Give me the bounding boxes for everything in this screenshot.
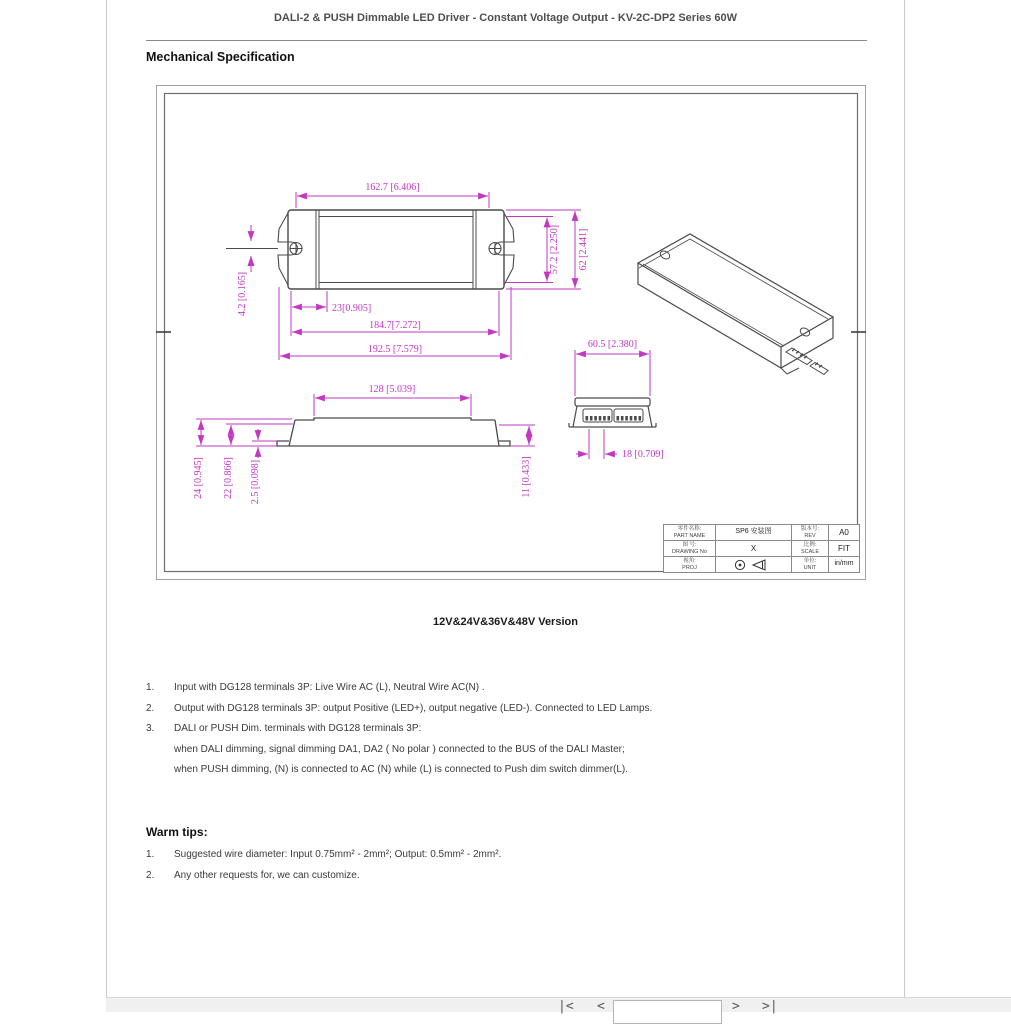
tip-text: Suggested wire diameter: Input 0.75mm² - 2mm²; Output: 0.5mm² - 2mm². — [174, 849, 502, 860]
unit-label-cn: 单位: — [803, 558, 817, 565]
note-text: DALI or PUSH Dim. terminals with DG128 terminals 3P: — [174, 723, 422, 735]
dim-label: 192.5 [7.579] — [367, 344, 423, 355]
version-caption: 12V&24V&36V&48V Version — [433, 616, 578, 628]
scale-value: FIT — [838, 543, 850, 553]
note-text: when DALI dimming, signal dimming DA1, DA2 ( No polar ) connected to the BUS of the DALI Master; — [174, 743, 625, 755]
page-title: DALI-2 & PUSH Dimmable LED Driver - Constant Voltage Output - KV-2C-DP2 Series 60W — [273, 12, 738, 24]
unit-label-en: UNIT — [803, 564, 817, 571]
note-number: 1. — [146, 682, 155, 693]
rev-value: A0 — [839, 527, 849, 537]
previous-page-icon[interactable]: < — [597, 999, 605, 1014]
note-item — [146, 678, 826, 699]
note-number: 3. — [146, 723, 155, 735]
note-item — [146, 699, 826, 720]
note-text: Output with DG128 terminals 3P: output Positive (LED+), output negative (LED-). Connected to LED Lamps. — [174, 702, 653, 714]
drawing-no-label-cell — [663, 540, 715, 556]
unit-label-cell — [791, 556, 828, 572]
unit-value-cell — [828, 556, 859, 572]
rev-label-en: REV — [804, 532, 816, 539]
dim-label: 23[0.905] — [332, 303, 372, 314]
side-view-dimensions — [196, 394, 535, 458]
dim-label: 4.2 [0.165] — [237, 271, 248, 317]
title-block — [663, 524, 860, 573]
warm-tips-heading: Warm tips: — [146, 825, 208, 839]
dim-label: 62 [2.441] — [578, 228, 589, 271]
dim-label: 22 [0.866] — [223, 457, 234, 499]
part-name-label-cell — [663, 524, 715, 540]
drawing-canvas — [156, 85, 866, 580]
projection-symbol-cell — [715, 556, 791, 572]
tip-number: 1. — [146, 849, 155, 860]
front-view — [226, 210, 514, 289]
note-item — [146, 719, 826, 740]
drawing-no-label-en: DRAWING No — [672, 548, 707, 555]
part-name-label-en: PART NAME — [673, 532, 706, 539]
next-page-icon[interactable]: > — [732, 999, 740, 1014]
dim-label: 57.2 [2.250] — [549, 224, 560, 275]
front-view-dimensions — [251, 192, 581, 360]
proj-label-cn: 视角: — [683, 558, 696, 565]
page-number-input[interactable] — [613, 1000, 722, 1024]
drawing-no-label-cn: 图 号: — [682, 542, 697, 549]
scale-label-en: SCALE — [800, 548, 820, 555]
projection-angle-icon — [731, 558, 777, 572]
part-name-value-cell — [715, 524, 791, 540]
end-view — [569, 398, 656, 427]
rev-label-cell — [791, 524, 828, 540]
dim-label: 24 [0.945] — [193, 457, 204, 499]
dim-label: 128 [5.039] — [368, 384, 416, 395]
section-title: Mechanical Specification — [146, 50, 295, 64]
dim-label: 2.5 [0.098] — [250, 459, 261, 505]
note-number — [146, 760, 174, 781]
note-text: Input with DG128 terminals 3P: Live Wire AC (L), Neutral Wire AC(N) . — [174, 682, 485, 693]
first-page-icon[interactable]: |< — [558, 999, 574, 1014]
scale-label-cell — [791, 540, 828, 556]
note-number: 2. — [146, 702, 155, 714]
drawing-no-value: X — [750, 543, 757, 553]
proj-label-cell — [663, 556, 715, 572]
notes-list — [146, 678, 826, 781]
drawing-no-value-cell — [715, 540, 791, 556]
dim-label: 162.7 [6.406] — [365, 182, 420, 193]
note-item — [146, 760, 826, 781]
dim-label: 18 [0.709] — [622, 449, 664, 460]
scale-value-cell — [828, 540, 859, 556]
side-view-dimension-labels — [193, 384, 532, 504]
isometric-view — [638, 234, 833, 375]
part-name-value: SP6 安装图 — [735, 528, 772, 536]
tip-text: Any other requests for, we can customize. — [174, 869, 360, 881]
note-item — [146, 740, 826, 761]
header-divider — [146, 40, 867, 41]
proj-label-en: PROJ — [682, 564, 697, 571]
front-view-dimension-labels — [237, 182, 589, 355]
dim-label: 184.7[7.272] — [369, 320, 421, 331]
scale-label-cn: 比例: — [803, 542, 817, 549]
dim-label: 60.5 [2.380] — [587, 339, 638, 350]
document-page — [106, 0, 905, 1011]
part-name-label-cn: 零件名称: — [677, 526, 702, 533]
tip-item — [146, 845, 826, 866]
end-view-dimension-labels — [588, 339, 664, 460]
mechanical-drawing — [156, 85, 866, 580]
dim-label: 11 [0.433] — [521, 456, 532, 498]
tip-item — [146, 866, 826, 887]
warm-tips-list — [146, 845, 826, 886]
tip-number: 2. — [146, 869, 155, 881]
rev-value-cell — [828, 524, 859, 540]
end-view-dimensions — [575, 350, 650, 459]
rev-label-cn: 版本号: — [800, 526, 820, 533]
note-number — [146, 740, 174, 761]
side-view — [277, 418, 510, 446]
note-text: when PUSH dimming, (N) is connected to AC (N) while (L) is connected to Push dim switch dimmer(L). — [174, 764, 629, 776]
unit-value: in/mm — [834, 560, 854, 568]
last-page-icon[interactable]: >| — [762, 999, 778, 1014]
